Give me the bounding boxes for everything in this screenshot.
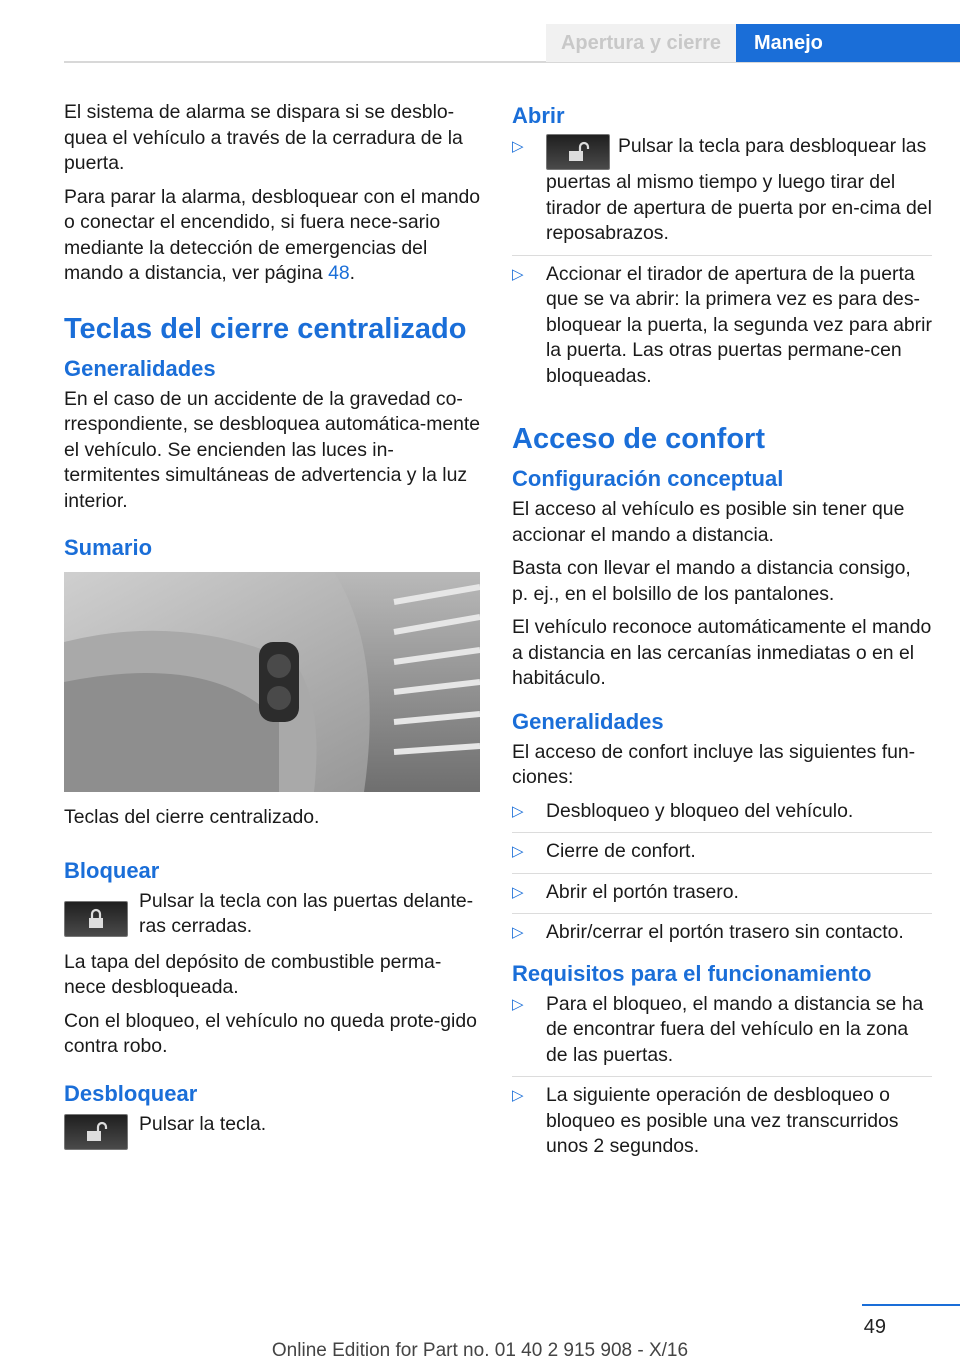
bullet-triangle-icon: ▷ — [512, 1087, 524, 1104]
heading-general: Generalidades — [64, 355, 216, 381]
header-chapter-tab[interactable]: Manejo — [736, 24, 960, 62]
bullet-triangle-icon: ▷ — [512, 924, 524, 941]
heading-concept: Configuración conceptual — [512, 466, 784, 491]
function-item — [512, 873, 932, 906]
unlock-key-row — [64, 1112, 482, 1150]
right-column — [512, 100, 932, 1168]
lock-paragraph-2: Con el bloqueo, el vehículo no queda prote-gido contra robo. — [64, 1009, 477, 1057]
function-text: Cierre de confort. — [546, 840, 696, 862]
general-paragraph: En el caso de un accidente de la gravedad co-rrespondiente, se desbloquea automática-mente el vehículo. Se encienden las luces in-termitentes simultáneas de advertencia y la luz interior. — [64, 387, 481, 512]
footer-rule — [862, 1304, 960, 1306]
footer-edition: Online Edition for Part no. 01 40 2 915 908 - X/16 — [271, 1340, 689, 1361]
lock-instruction: Pulsar la tecla con las puertas delante-ras cerradas. — [139, 889, 474, 937]
page-number: 49 — [863, 1316, 886, 1338]
section-title-central-locking: Teclas del cierre centralizado — [64, 312, 467, 345]
open-bullet-1 — [512, 134, 932, 247]
function-item — [512, 832, 932, 865]
open-bullet-2-text: Accionar el tirador de apertura de la puerta que se va abrir: la primera vez es para des-bloquear la puerta, la segunda vez para abrir la puerta. Las otras puertas permane-cen bloqueadas. — [546, 262, 932, 387]
heading-open: Abrir — [512, 103, 565, 128]
concept-paragraph-2: Basta con llevar el mando a distancia consigo, p. ej., en el bolsillo de los pantalones. — [512, 557, 911, 605]
function-item — [512, 913, 932, 946]
requirement-item — [512, 1076, 932, 1160]
heading-unlock: Desbloquear — [64, 1080, 198, 1106]
general-comfort-paragraph: El acceso de confort incluye las siguientes fun-ciones: — [512, 740, 916, 788]
function-text: Abrir/cerrar el portón trasero sin contacto. — [546, 921, 904, 943]
requirement-text: La siguiente operación de desbloqueo o bloqueo es posible una vez transcurridos unos 2 segundos. — [546, 1084, 899, 1157]
photo-caption: Teclas del cierre centralizado. — [64, 806, 320, 828]
bullet-triangle-icon: ▷ — [512, 995, 524, 1013]
left-column — [64, 100, 482, 1160]
concept-paragraph-1: El acceso al vehículo es posible sin tener que accionar el mando a distancia. — [512, 498, 905, 546]
intro-paragraph-2 — [64, 185, 482, 287]
open-bullet-2 — [512, 255, 932, 390]
lock-key-icon — [64, 901, 128, 937]
heading-lock: Bloquear — [64, 857, 160, 883]
page-link[interactable]: 48 — [328, 262, 350, 284]
function-text: Desbloqueo y bloqueo del vehículo. — [546, 799, 854, 822]
bullet-triangle-icon: ▷ — [512, 138, 524, 155]
requirement-text: Para el bloqueo, el mando a distancia se ha de encontrar fuera del vehículo en la zona de las puertas. — [546, 992, 924, 1066]
heading-requirements: Requisitos para el funcionamiento — [512, 960, 872, 986]
bullet-triangle-icon: ▷ — [512, 883, 524, 901]
heading-summary: Sumario — [64, 535, 153, 560]
function-text: Abrir el portón trasero. — [546, 880, 739, 903]
unlock-key-icon — [64, 1114, 128, 1150]
unlock-key-icon — [546, 134, 610, 170]
intro-paragraph-1: El sistema de alarma se dispara si se desblo-quea el vehículo a través de la cerradura de la puerta. — [64, 101, 463, 174]
open-bullet-1-text: Pulsar la tecla para desbloquear las puertas al mismo tiempo y luego tirar del tirador de apertura de puerta por en-cima del reposabrazos. — [546, 135, 932, 244]
concept-paragraph-3: El vehículo reconoce automáticamente el mando a distancia en las cercanías inmediatas o en el habitáculo. — [512, 616, 932, 689]
heading-general-comfort: Generalidades — [512, 708, 664, 734]
unlock-instruction: Pulsar la tecla. — [139, 1112, 267, 1135]
lock-paragraph-1: La tapa del depósito de combustible perma-nece desbloqueada. — [64, 950, 442, 998]
header-section-tab[interactable]: Apertura y cierre — [546, 24, 736, 62]
door-buttons-photo — [64, 572, 480, 792]
function-item — [512, 799, 932, 825]
lock-key-row — [64, 889, 482, 940]
bullet-triangle-icon: ▷ — [512, 802, 524, 820]
intro-end: . — [349, 262, 356, 284]
bullet-triangle-icon: ▷ — [512, 265, 524, 283]
intro-text: Para parar la alarma, desbloquear con el mando o conectar el encendido, si fuera nece-sario mediante la detección de emergencias del mando a distancia, ver página — [64, 185, 481, 284]
requirement-item — [512, 992, 932, 1069]
section-title-comfort-access: Acceso de confort — [512, 423, 765, 455]
bullet-triangle-icon: ▷ — [512, 843, 524, 860]
